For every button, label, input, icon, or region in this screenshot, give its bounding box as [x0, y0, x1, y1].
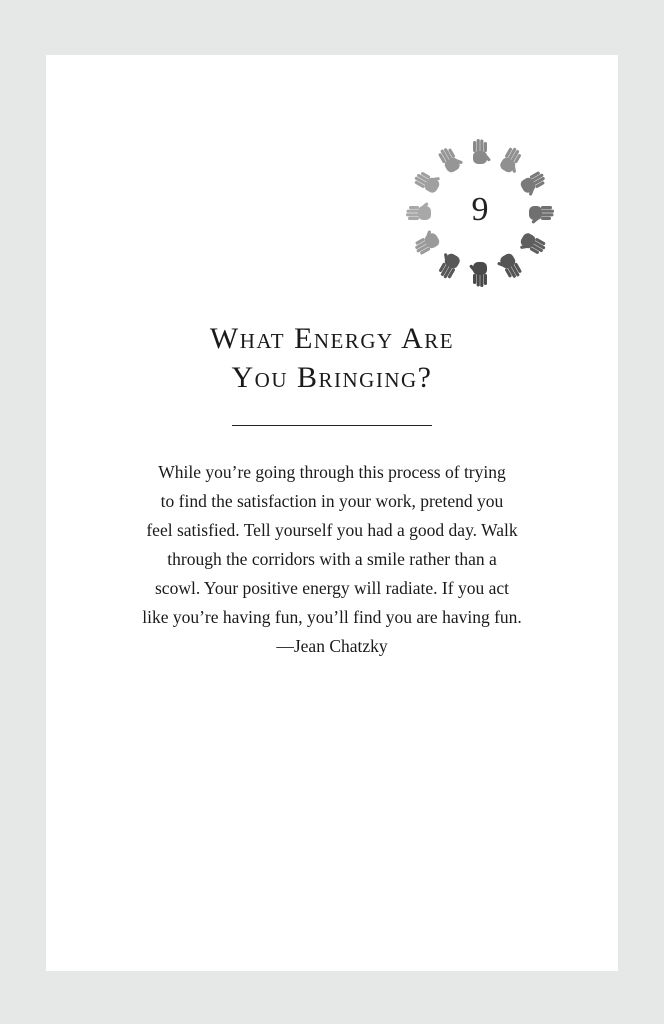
- chapter-emblem: [402, 135, 558, 291]
- book-page: [46, 55, 618, 971]
- quote-line: to find the satisfaction in your work, pretend you: [160, 491, 504, 511]
- chapter-title-line: You Bringing?: [231, 361, 433, 394]
- chapter-title: [46, 319, 618, 397]
- quote-line: like you’re having fun, you’ll find you are having fun.: [142, 607, 522, 627]
- quote-block: [106, 458, 558, 661]
- quote-attribution: —Jean Chatzky: [276, 636, 388, 656]
- chapter-title-line: What Energy Are: [209, 322, 455, 355]
- title-divider: [232, 425, 432, 426]
- quote-line: feel satisfied. Tell yourself you had a good day. Walk: [146, 520, 518, 540]
- quote-line: through the corridors with a smile rather than a: [167, 549, 497, 569]
- chapter-number: 9: [471, 191, 489, 228]
- quote-line: scowl. Your positive energy will radiate. If you act: [155, 578, 509, 598]
- quote-line: While you’re going through this process of trying: [158, 462, 506, 482]
